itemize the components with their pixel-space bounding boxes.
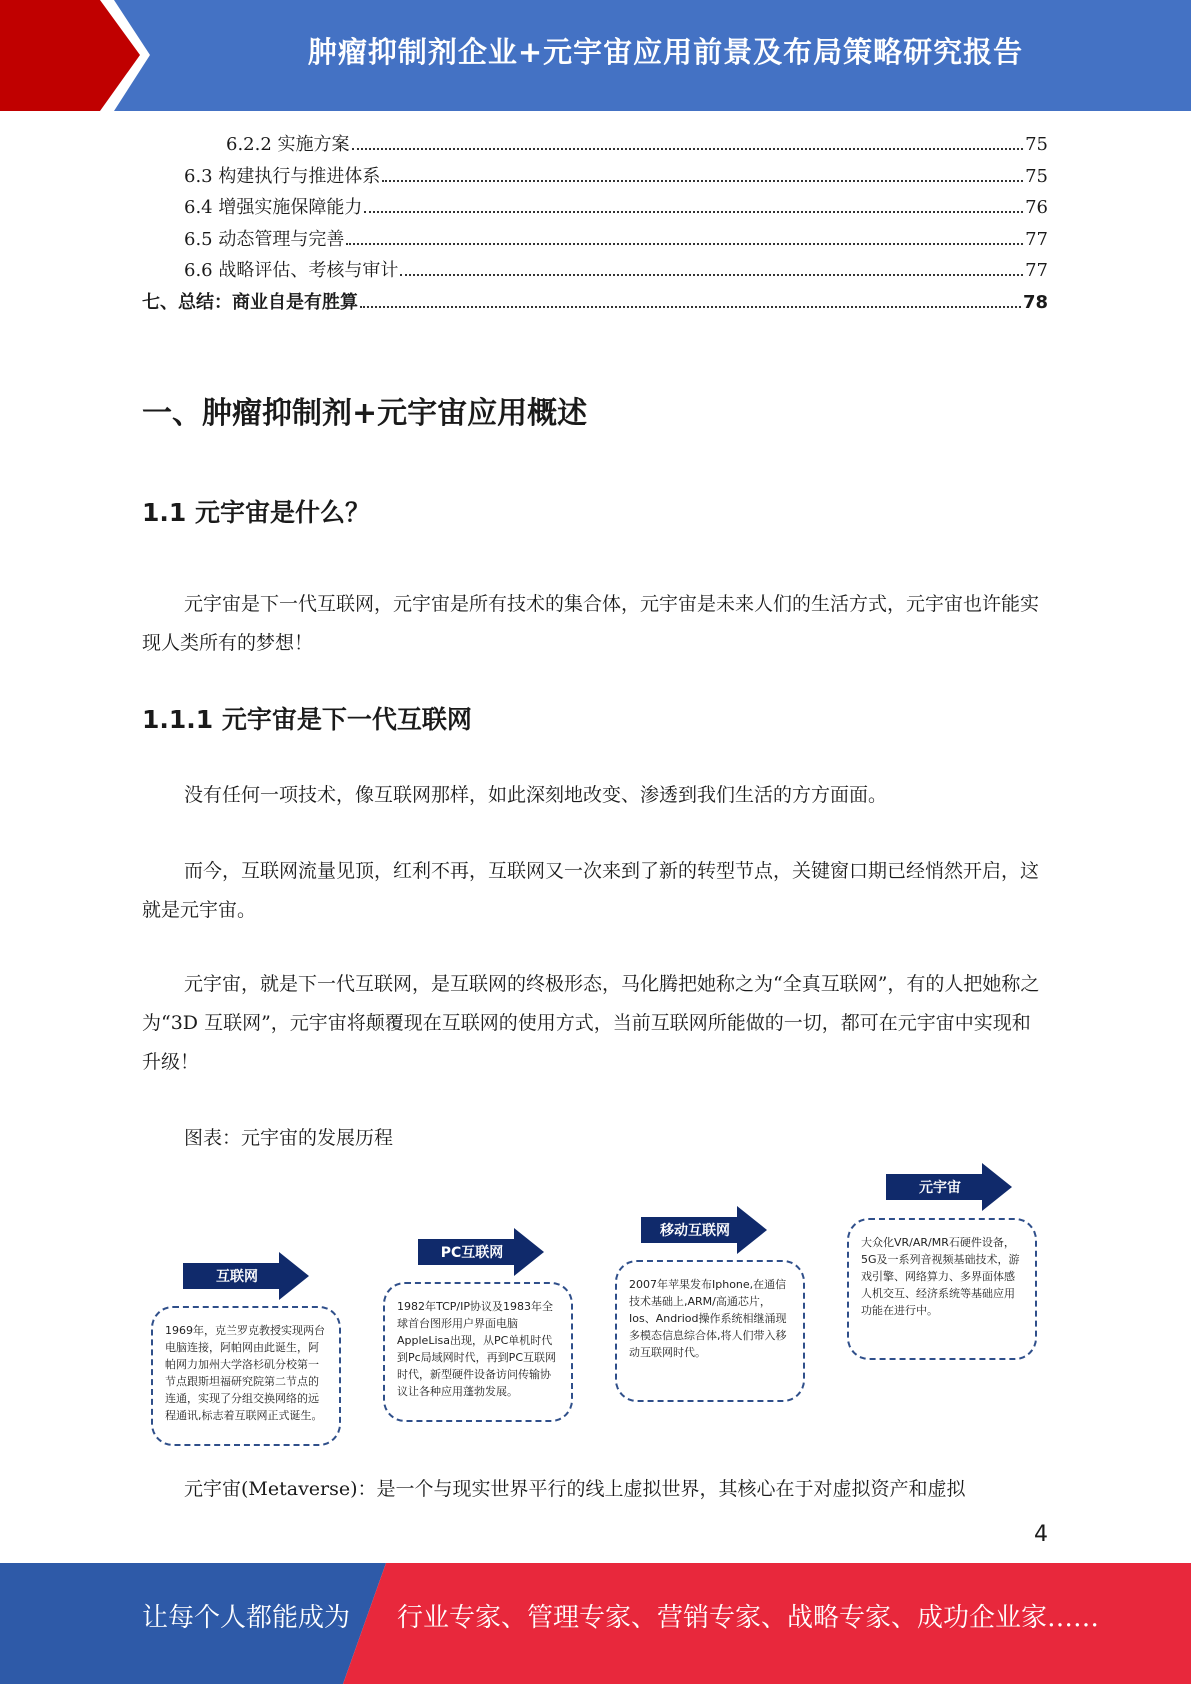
footer-slogan-left: 让每个人都能成为 bbox=[142, 1603, 351, 1633]
toc-label: 6.6 战略评估、考核与审计 bbox=[184, 260, 399, 281]
paragraph: 元宇宙(Metaverse)：是一个与现实世界平行的线上虚拟世界，其核心在于对虚拟资产和虚拟 bbox=[184, 1478, 966, 1500]
toc-page: 78 bbox=[1022, 291, 1048, 313]
timeline-arrow bbox=[183, 1252, 309, 1300]
toc-page: 77 bbox=[1025, 260, 1048, 281]
toc-label: 6.4 增强实施保障能力 bbox=[184, 197, 363, 218]
timeline-card: 2007年苹果发布Iphone,在通信技术基础上,ARM/高通芯片，Ios、Andriod操作系统相继涌现多模态信息综合体,将人们带入移动互联网时代。 bbox=[615, 1260, 805, 1402]
toc-label: 6.2.2 实施方案 bbox=[226, 134, 350, 155]
toc-page: 76 bbox=[1025, 197, 1048, 218]
timeline-label: 移动互联网 bbox=[660, 1223, 730, 1239]
timeline-label: 互联网 bbox=[216, 1269, 258, 1285]
paragraph: 元宇宙是下一代互联网，元宇宙是所有技术的集合体，元宇宙是未来人们的生活方式，元宇宙也许能实现人类所有的梦想！ bbox=[142, 593, 1040, 654]
toc-page: 75 bbox=[1025, 165, 1048, 187]
subsubsection-heading: 1.1.1 元宇宙是下一代互联网 bbox=[142, 705, 472, 734]
timeline-label: 元宇宙 bbox=[919, 1180, 961, 1196]
paragraph: 没有任何一项技术，像互联网那样，如此深刻地改变、渗透到我们生活的方方面面。 bbox=[184, 784, 888, 806]
timeline-card: 大众化VR/AR/MR石硬件设备，5G及一系列音视频基础技术，游戏引擎、网络算力、多界面体感人机交互、经济系统等基础应用功能在进行中。 bbox=[847, 1218, 1037, 1360]
section-heading: 一、肿瘤抑制剂+元宇宙应用概述 bbox=[142, 396, 588, 431]
toc-label: 七、总结：商业自是有胜算 bbox=[142, 291, 358, 313]
toc-label: 6.5 动态管理与完善 bbox=[184, 228, 345, 250]
toc-entry[interactable] bbox=[142, 193, 1048, 225]
table-of-contents bbox=[142, 130, 1048, 319]
header-red-chevron bbox=[0, 0, 160, 111]
toc-entry[interactable] bbox=[142, 162, 1048, 194]
toc-entry[interactable] bbox=[142, 130, 1048, 162]
page-header bbox=[0, 0, 1191, 111]
toc-entry[interactable] bbox=[142, 288, 1048, 320]
timeline-card: 1969年，克兰罗克教授实现两台电脑连接，阿帕网由此诞生，阿帕网力加州大学洛杉矶分校第一节点跟斯坦福研究院第二节点的连通，实现了分组交换网络的远程通讯,标志着互联网正式诞生。 bbox=[151, 1306, 341, 1446]
subsection-heading: 1.1 元宇宙是什么？ bbox=[142, 498, 370, 527]
paragraph: 元宇宙，就是下一代互联网，是互联网的终极形态，马化腾把她称之为“全真互联网”，有的人把她称之为“3D 互联网”，元宇宙将颠覆现在互联网的使用方式，当前互联网所能做的一切，都可在元宇宙中实现和升级！ bbox=[142, 973, 1040, 1073]
toc-label: 6.3 构建执行与推进体系 bbox=[184, 165, 381, 187]
toc-entry[interactable] bbox=[142, 225, 1048, 257]
figure-caption: 图表：元宇宙的发展历程 bbox=[184, 1127, 394, 1149]
paragraph: 而今，互联网流量见顶，红利不再，互联网又一次来到了新的转型节点，关键窗口期已经悄然开启，这就是元宇宙。 bbox=[142, 860, 1040, 921]
toc-page: 77 bbox=[1025, 228, 1048, 250]
timeline-arrow bbox=[886, 1163, 1012, 1211]
header-title: 肿瘤抑制剂企业+元宇宙应用前景及布局策略研究报告 bbox=[307, 34, 1024, 69]
toc-entry[interactable] bbox=[142, 256, 1048, 288]
toc-page: 75 bbox=[1025, 134, 1048, 155]
timeline-arrow bbox=[641, 1206, 767, 1254]
timeline-label: PC互联网 bbox=[440, 1245, 504, 1261]
footer-slogan-right: 行业专家、管理专家、营销专家、战略专家、成功企业家…… bbox=[397, 1603, 1100, 1633]
timeline-arrow bbox=[418, 1228, 544, 1276]
page-number: 4 bbox=[1034, 1522, 1048, 1547]
timeline-card: 1982年TCP/IP协议及1983年全球首台图形用户界面电脑AppleLisa出现，从PC单机时代到Pc局域网时代，再到PC互联网时代，新型硬件设备访问传输协议让各种应用蓬勃发展。 bbox=[383, 1282, 573, 1422]
